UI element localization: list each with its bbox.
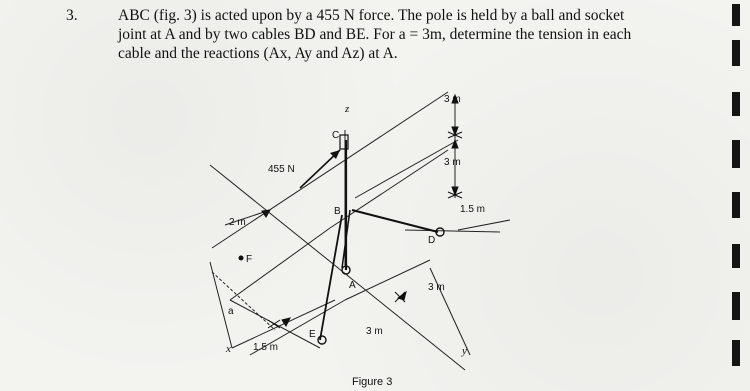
wall-edge-line <box>458 220 510 230</box>
wall-edge-line <box>210 165 465 370</box>
dimension-a-line <box>212 272 275 330</box>
point-c-label: C <box>332 130 340 141</box>
wall-edge-line <box>355 140 458 198</box>
arrowhead <box>262 210 270 217</box>
dimension-3m-right-label: 3 m <box>428 282 445 293</box>
problem-line-3: cable and the reactions (Ax, Ay and Az) at A. <box>118 45 398 62</box>
ground-line <box>345 260 430 300</box>
point-f-label: F <box>246 254 253 265</box>
dimension-1-5m-right-label: 1.5 m <box>460 204 486 215</box>
anchor-e <box>318 336 326 344</box>
scan-edge-mark <box>732 92 740 116</box>
scan-edge-mark <box>732 192 740 218</box>
scan-edge-mark <box>732 40 740 66</box>
problem-number: 3. <box>66 7 78 24</box>
dimension-3m-top-label: 3 m <box>444 94 461 105</box>
dimension-3m-mid-label: 3 m <box>444 157 461 168</box>
point-e-label: E <box>309 329 316 340</box>
scan-edge-mark <box>732 244 740 268</box>
force-label: 455 N <box>268 164 295 175</box>
scan-edge-mark <box>732 4 740 26</box>
x-axis-guide <box>210 262 232 348</box>
point-a-label: A <box>349 280 356 291</box>
cable-be <box>320 215 342 340</box>
point-f-dot <box>239 256 244 261</box>
scan-edge-mark <box>732 292 740 320</box>
wall-edge-line <box>230 228 330 300</box>
scan-edge-mark <box>732 340 740 366</box>
wall-edge-line <box>330 150 448 228</box>
z-axis-label: z <box>345 103 350 115</box>
figure-caption: Figure 3 <box>352 376 393 388</box>
wall-edge-line <box>405 230 500 232</box>
dimension-a-label: a <box>228 306 234 317</box>
y-axis-label: y <box>462 345 467 357</box>
problem-line-2: joint at A and by two cables BD and BE. For a = 3m, determine the tension in each <box>118 26 632 43</box>
arrowhead <box>452 140 458 148</box>
dimension-1-5m-left-label: 1.5 m <box>253 342 279 353</box>
point-b-label: B <box>334 206 341 217</box>
x-axis-label: x <box>226 343 231 355</box>
dimension-2m-label: 2 m <box>229 217 246 228</box>
x-axis-line <box>232 300 335 348</box>
point-d-label: D <box>428 235 436 246</box>
problem-line-1: ABC (fig. 3) is acted upon by a 455 N force. The pole is held by a ball and socket <box>118 7 625 24</box>
scan-edge-mark <box>732 140 740 168</box>
dimension-3m-bottom-label: 3 m <box>366 326 383 337</box>
cable-bd <box>352 210 438 232</box>
